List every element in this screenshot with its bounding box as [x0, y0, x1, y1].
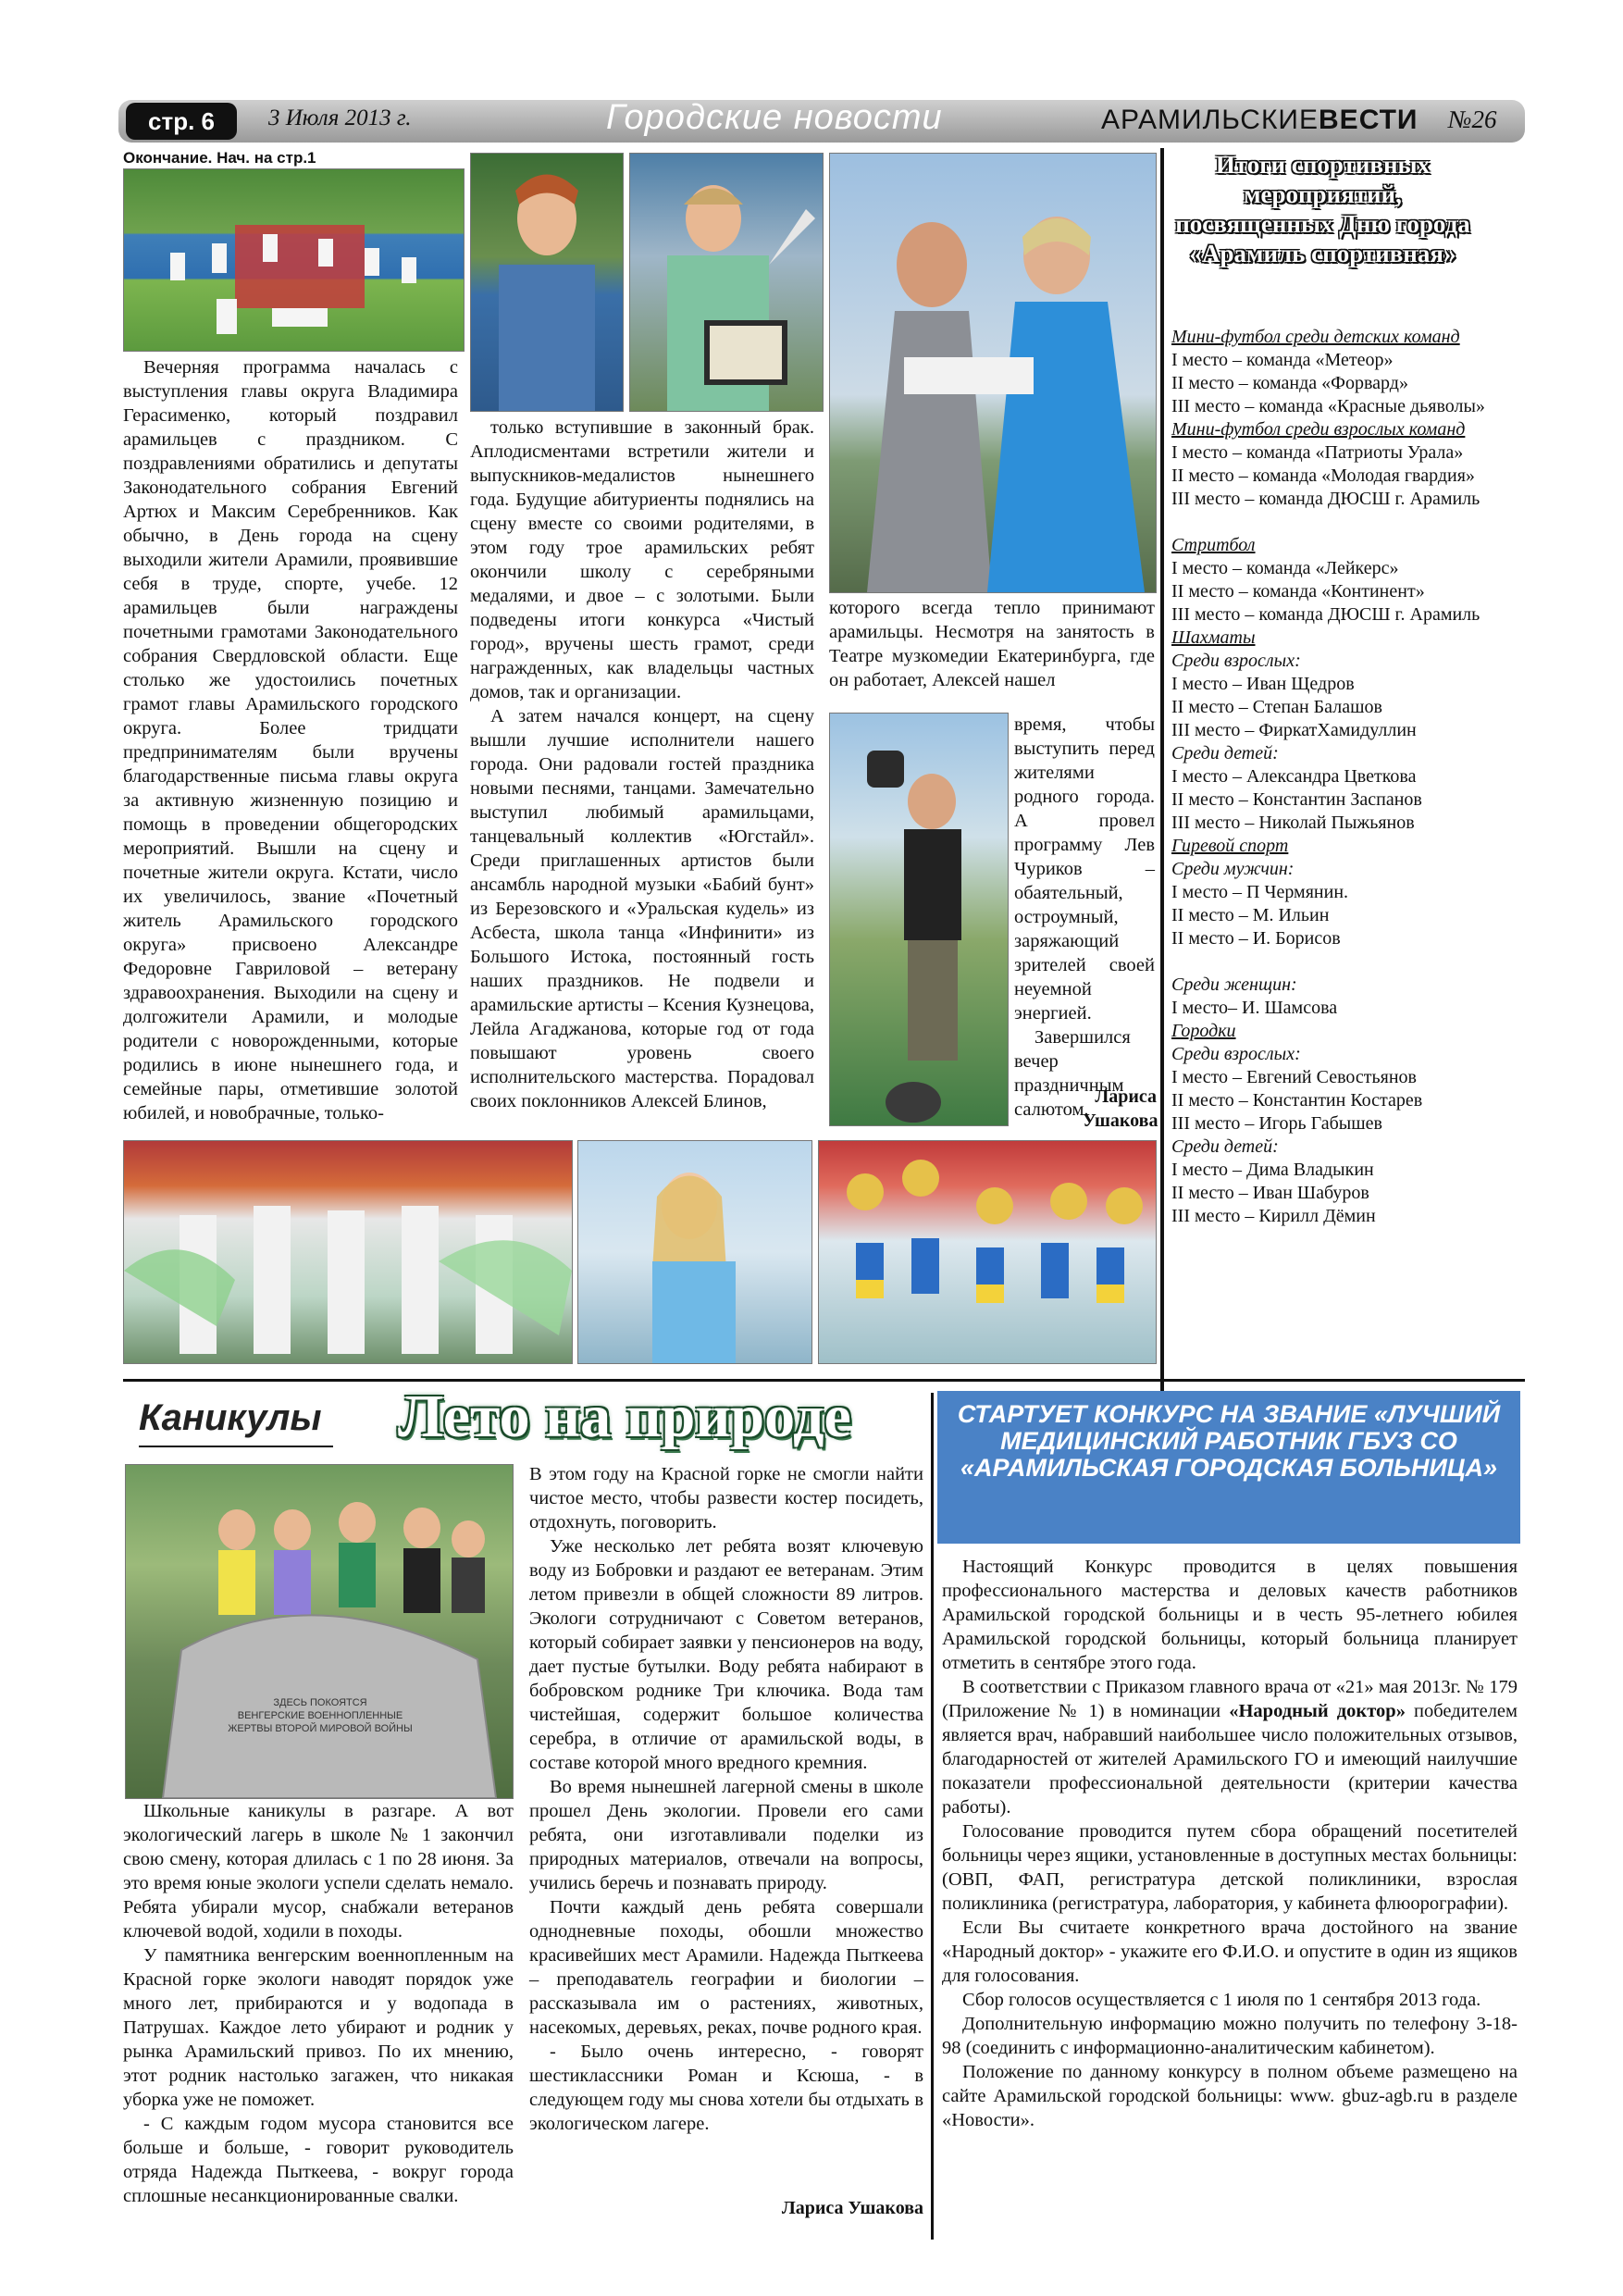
article2-col2-para: Почти каждый день ребята совершали однодневные походы, обошли множество красивейших мест Арамили. Надежда Пыткеева – преподаватель географии и биологии – рассказывала им о растениях, животных, насекомых, деревьях, реках, почве родного края.: [529, 1897, 923, 2038]
host-figure: [830, 714, 1008, 1125]
contest-para: Сбор голосов осуществляется с 1 июля по 1 сентября 2013 года.: [962, 1990, 1481, 2010]
result-line: III место – ФиркатХамидуллин: [1171, 720, 1417, 740]
contest-para: Голосование проводится путем сбора обращений посетителей больницы через ящики, установленные в доступных местах больницы: (ОВП, ФАП, регистратура детской поликлиники, взрослая поликлиника (регистратура, лаборатория, у кабинета флюорографии).: [942, 1821, 1518, 1914]
folk-ensemble-photo: [123, 1140, 573, 1364]
memorial-inscription: ЗДЕСЬ ПОКОЯТСЯ ВЕНГЕРСКИЕ ВОЕННОПЛЕННЫЕ ЖЕРТВЫ ВТОРОЙ МИРОВОЙ ВОЙНЫ: [228, 1697, 413, 1734]
issue-number: №26: [1448, 105, 1497, 133]
award-woman-figure: [630, 154, 823, 411]
sport-category: Шахматы: [1171, 627, 1256, 648]
result-line: III место – Кирилл Дёмин: [1171, 1206, 1376, 1226]
sport-category: Мини-футбол среди взрослых команд: [1171, 419, 1466, 440]
article1-col3-para: которого всегда тепло принимают арамильцы. Несмотря на занятость в Театре музкомедии Екатеринбурга, где он работает, Алексей нашел: [829, 598, 1155, 690]
result-line: II место – Степан Балашов: [1171, 697, 1382, 717]
result-line: III место – команда ДЮСШ г. Арамиль: [1171, 604, 1481, 625]
contest-body: [942, 1555, 1518, 2132]
result-line: I место – команда «Метеор»: [1171, 350, 1394, 370]
result-line: I место– И. Шамсова: [1171, 998, 1338, 1018]
article2-col1-para: - С каждым годом мусора становится все больше и больше, - говорит руководитель отряда Надежда Пыткеева, - вокруг города сплошные несанкционированные свалки.: [123, 2114, 514, 2206]
article2-col1-para: У памятника венгерским военнопленным на Красной горке экологи наводят порядок уже много лет, прибираются и у водопада в Патрушах. Каждое лето убирают и родник у рынка Арамильский привоз. По их мнению, этот родник настолько загажен, что никакая уборка уже не поможет.: [123, 1945, 514, 2110]
list-spacer: [1171, 511, 1523, 534]
contest-para: Настоящий Конкурс проводится в целях повышения профессионального мастерства и деловых качеств работников Арамильской городской больницы и в честь 95-летнего юбилея Арамильской городской больницы, который больница планирует отметить в сентябре этого года.: [942, 1557, 1518, 1673]
contest-para: [942, 1675, 1518, 1819]
contest-para-text: В соответствии с Приказом главного врача от «21» мая 2013г. № 179 (Приложение № 1) в номинации: [942, 1677, 1518, 1721]
paper-name-part1: АРАМИЛЬСКИЕ: [1101, 105, 1319, 135]
result-line: II место – И. Борисов: [1171, 928, 1341, 949]
article1-col3a: [829, 596, 1155, 692]
result-line: I место – команда «Лейкерс»: [1171, 558, 1399, 578]
contest-para: Дополнительную информацию можно получить по телефону 3-18-98 (соединить с информационно-аналитическим кабинетом).: [942, 2014, 1518, 2058]
sport-group: Среди женщин:: [1171, 974, 1297, 995]
result-line: I место – Евгений Севостьянов: [1171, 1067, 1417, 1087]
nomination-name: «Народный доктор»: [1229, 1701, 1406, 1721]
sport-group: Среди мужчин:: [1171, 859, 1295, 879]
sport-group: Среди взрослых:: [1171, 1044, 1301, 1064]
sport-category: Гиревой спорт: [1171, 836, 1289, 856]
result-line: I место – команда «Патриоты Урала»: [1171, 442, 1464, 463]
sport-group: Среди детей:: [1171, 1136, 1279, 1157]
sport-group: Среди детей:: [1171, 743, 1279, 763]
article1-col2-para: только вступившие в законный брак. Аплодисментами встретили жители и выпускников-медалистов нынешнего года. Будущие абитуриенты поднялись на сцену вместе со своими родителями, в этом году трое арамильских ребят окончили школу с серебряными медалями, и двое – с золотыми. Были подведены итоги конкурса «Чистый город», вручены шесть грамот, среди награжденных, как владельцы частных домов, так и организации.: [470, 417, 814, 702]
article2-author: Лариса Ушакова: [781, 2198, 923, 2218]
article1-col3b: [1014, 713, 1155, 1122]
result-line: II место – М. Ильин: [1171, 905, 1330, 925]
result-line: I место – Александра Цветкова: [1171, 766, 1417, 787]
result-line: III место – команда «Красные дьяволы»: [1171, 396, 1485, 416]
issue-date: 3 Июля 2013 г.: [268, 105, 412, 130]
result-line: III место – команда ДЮСШ г. Арамиль: [1171, 489, 1481, 509]
eco-camp-group-photo: [125, 1464, 514, 1799]
host-with-weight-photo: [829, 713, 1009, 1126]
column-divider-bottom: [931, 1393, 934, 2240]
award-woman-photo: [629, 153, 824, 412]
contest-para: Положение по данному конкурсу в полном объеме размещено на сайте Арамильской городской больницы: www. gbuz-agb.ru в разделе «Новости».: [942, 2062, 1518, 2130]
result-line: II место – Константин Костарев: [1171, 1090, 1423, 1111]
sport-group: Среди взрослых:: [1171, 651, 1301, 671]
article2-col2-para: Во время нынешней лагерной смены в школе прошел День экологии. Провели его сами ребята, они изготавливали поделки из природных материалов, отвечали на вопросы, учились беречь и познавать природу.: [529, 1777, 923, 1893]
contest-para-text: победителем является врач, набравший наибольшее число положительных отзывов, благодарностей от жителей Арамильского ГО и имеющий наилучшие показатели профессиональной деятельности (критерии качества работы).: [942, 1701, 1518, 1818]
result-line: I место – Дима Владыкин: [1171, 1160, 1374, 1180]
result-line: II место – Иван Шабуров: [1171, 1183, 1369, 1203]
result-line: I место – Иван Щедров: [1171, 674, 1355, 694]
sport-category: Мини-футбол среди детских команд: [1171, 327, 1460, 347]
section-title: Городские новости: [606, 98, 943, 137]
article2-col1: [123, 1799, 514, 2208]
result-line: III место – Николай Пыжьянов: [1171, 813, 1415, 833]
eco-camp-figures: [126, 1465, 513, 1798]
contest-para: Если Вы считаете конкретного врача достойного на звание «Народный доктор» - укажите его Ф.И.О. и опустите в один из ящиков для голосования.: [942, 1917, 1518, 1986]
girl-singer-figure: [578, 1141, 812, 1363]
folk-ensemble-figures: [124, 1141, 572, 1363]
article1-author: [1083, 1085, 1157, 1133]
sports-results-list: [1171, 326, 1523, 1228]
result-line: II место – команда «Континент»: [1171, 581, 1425, 602]
paper-name-part2: ВЕСТИ: [1319, 105, 1419, 135]
article2-col1-para: Школьные каникулы в разгаре. А вот экологический лагерь в школе № 1 закончил свою смену, которая длилась с 1 по 28 июня. За это время юные экологи успели сделать немало. Ребята убирали мусор, снабжали ветеранов ключевой водой, ходили в походы.: [123, 1801, 514, 1942]
article2-col2: [529, 1462, 923, 2136]
article1-col2-para: А затем начался концерт, на сцену вышли лучшие исполнители нашего города. Они радовали гостей праздника новыми песнями, танцами. Замечательно выступил любимый арамильцами, танцевальный коллектив «Югстайл». Среди приглашенных артистов были ансамбль народной музыки «Бабий бунт» из Березовского и «Уральская кудель» из Асбеста, школа танца «Инфинити» из Большого Истока, постоянный гость наших праздников. Не подвели и арамильские артисты – Ксения Кузнецова, Лейла Агаджанова, которые год от года повышают уровень своего исполнительского мастерства. Порадовал своих поклонников Алексей Блинов,: [470, 706, 814, 1111]
article1-col3-para: Завершился вечер праздничным салютом.: [1014, 1027, 1131, 1120]
award-ceremony-photo: [829, 153, 1157, 593]
karate-figures: [124, 169, 464, 351]
karate-photo: [123, 168, 465, 352]
article1-col2: [470, 416, 814, 1113]
contest-title: СТАРТУЕТ КОНКУРС НА ЗВАНИЕ «ЛУЧШИЙ МЕДИЦИНСКИЙ РАБОТНИК ГБУЗ СО «АРАМИЛЬСКАЯ ГОРОДСКАЯ БОЛЬНИЦА»: [957, 1400, 1501, 1482]
result-line: II место – Константин Заспанов: [1171, 789, 1422, 810]
paper-name: [1101, 105, 1419, 136]
sports-results-title: Итоги спортивных мероприятий, посвященных Дню города «Арамиль спортивная»: [1175, 151, 1470, 267]
young-man-photo: [470, 153, 624, 412]
column-divider: [1160, 148, 1164, 1397]
award-ceremony-figures: [830, 154, 1156, 592]
author-last: Ушакова: [1083, 1111, 1158, 1131]
sport-category: Городки: [1171, 1021, 1236, 1041]
article2-col2-para: В этом году на Красной горке не смогли найти чистое место, чтобы развести костер посидеть, отдохнуть, поговорить.: [529, 1464, 923, 1533]
article2-col2-para: Уже несколько лет ребята возят ключевую воду из Бобровки и раздают ее ветеранам. Этим летом привезли в общей сложности 89 литров. Экологи сотрудничают с Советом ветеранов, который собирает заявки у пенсионеров на воду, дает пустые бутылки. Воду ребята набирают в бобровском роднике Три ключика. Вода там чистейшая, содержит большое количества серебра, в отличие от арамильской воды, в составе которой много вредного кремния.: [529, 1536, 923, 1773]
continuation-note: Окончание. Нач. на стр.1: [123, 149, 316, 167]
cheerleaders-photo: [818, 1140, 1157, 1364]
article1-col1-para: Вечерняя программа началась с выступления главы округа Владимира Герасименко, который поздравил арамильцев с праздником. С поздравлениями обратились и депутаты Законодательного собрания Евгений Артюх и Максим Серебренников. Как обычно, в День города на сцену выходили жители Арамили, проявившие себя в труде, спорте, учебе. 12 арамильцев были награждены почетными грамотами Законодательного собрания Свердловской области. Еще столько же удостоились почетных грамот главы Арамильского городского округа. Более тридцати предпринимателям были вручены благодарственные письма главы округа за активную жизненную позицию и помощь в проведении общегородских мероприятий. Вышли на сцену и почетные жители округа. Кстати, число их увеличилось, звание «Почетный житель Арамильского городского округа» присвоено Александре Федоровне Гавриловой – ветерану здравоохранения. Выходили на сцену и долгожители Арамили, и молодые родители с новорожденными, которые родились в июне нынешнего года, и семейные пары, отметившие золотой юбилей, и новобрачные, только-: [123, 357, 458, 1123]
cheerleaders-figures: [819, 1141, 1156, 1363]
article1-col1: [123, 355, 458, 1125]
girl-singer-photo: [577, 1140, 812, 1364]
result-line: II место – команда «Форвард»: [1171, 373, 1408, 393]
result-line: I место – П Чермянин.: [1171, 882, 1349, 902]
result-line: III место – Игорь Габышев: [1171, 1113, 1382, 1134]
author-first: Лариса: [1095, 1086, 1157, 1107]
article2-headline: Лето на природе: [398, 1383, 851, 1450]
list-spacer: [1171, 950, 1523, 974]
result-line: II место – команда «Молодая гвардия»: [1171, 465, 1475, 486]
rubric-label: Каникулы: [139, 1397, 322, 1438]
page-number: стр. 6: [126, 103, 237, 140]
rubric-underline: [139, 1446, 333, 1447]
sport-category: Стритбол: [1171, 535, 1256, 555]
article1-col3-para: время, чтобы выступить перед жителями родного города. А провел программу Лев Чуриков – обаятельный, остроумный, заряжающий зрителей своей неуемной энергией.: [1014, 714, 1155, 1024]
article2-col2-para: - Было очень интересно, - говорят шестиклассники Роман и Ксюша, - в следующем году мы снова хотели бы отдыхать в экологическом лагере.: [529, 2042, 923, 2134]
young-man-figure: [471, 154, 623, 411]
